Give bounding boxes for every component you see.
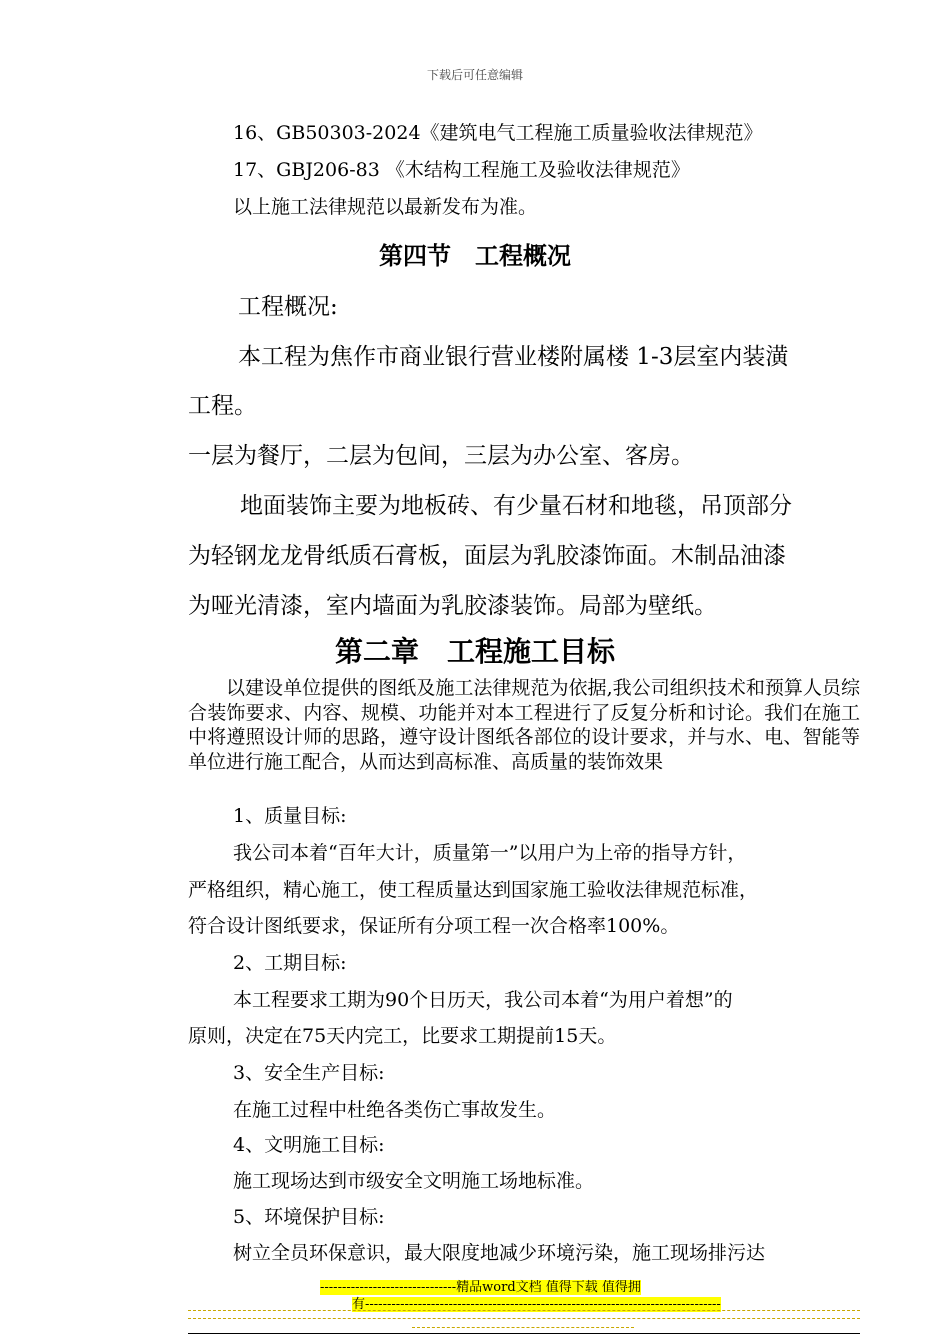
- overview-p3-line2: 为轻钢龙龙骨纸质石膏板，面层为乳胶漆饰面。木制品油漆: [188, 543, 786, 569]
- chapter-title: 第二章 工程施工目标: [334, 635, 615, 668]
- goal-quality-line1: 我公司本着“百年大计，质量第一”以用户为上帝的指导方针，: [233, 842, 747, 864]
- standards-note: 以上施工法律规范以最新发布为准。: [233, 196, 538, 218]
- goal-environment-text: 树立全员环保意识，最大限度地减少环境污染，施工现场排污达: [233, 1242, 766, 1264]
- goal-schedule-title: 2、工期目标:: [233, 952, 347, 974]
- footer-dash-row-3: [412, 1327, 634, 1328]
- header-note: 下载后可任意编辑: [426, 68, 523, 82]
- goal-safety-title: 3、安全生产目标:: [233, 1062, 385, 1084]
- overview-p3-line3: 为哑光清漆，室内墙面为乳胶漆装饰。局部为壁纸。: [188, 593, 717, 619]
- goal-quality-line2: 严格组织，精心施工，使工程质量达到国家施工验收法律规范标准，: [188, 879, 759, 901]
- section-title: 第四节 工程概况: [379, 242, 571, 270]
- overview-p1-line2: 工程。: [188, 393, 257, 419]
- goal-quality-line3: 符合设计图纸要求，保证所有分项工程一次合格率100%。: [188, 915, 680, 937]
- section-subtitle: 工程概况:: [238, 294, 338, 320]
- footer-dash-row-1: [188, 1310, 860, 1311]
- footer-watermark-line2-text: 有---------------------------------------------------------------------------------: [352, 1297, 721, 1312]
- goal-safety-text: 在施工过程中杜绝各类伤亡事故发生。: [233, 1099, 557, 1121]
- goal-civilized-text: 施工现场达到市级安全文明施工场地标准。: [233, 1170, 595, 1192]
- goal-schedule-line2: 原则，决定在75天内完工，比要求工期提前15天。: [188, 1025, 617, 1047]
- footer-watermark-line1-text: -------------------------------精品word文档 值得下载 值得拥: [320, 1280, 641, 1295]
- chapter-intro-text: 以建设单位提供的图纸及施工法律规范为依据,我公司组织技术和预算人员综合装饰要求、内容、规模、功能并对本工程进行了反复分析和讨论。我们在施工中将遵照设计师的思路，遵守设计图纸各部位的设计要求，并与水、电、智能等单位进行施工配合，从而达到高标准、高质量的装饰效果: [188, 677, 860, 773]
- goal-schedule-line1: 本工程要求工期为90个日历天，我公司本着“为用户着想”的: [233, 989, 733, 1011]
- chapter-intro: [188, 676, 860, 774]
- goal-environment-title: 5、环境保护目标:: [233, 1206, 385, 1228]
- goal-quality-title: 1、质量目标:: [233, 805, 347, 827]
- footer-dash-row-2: [188, 1318, 860, 1319]
- overview-p2: 一层为餐厅，二层为包间，三层为办公室、客房。: [188, 443, 694, 469]
- bottom-rule: [188, 1333, 860, 1334]
- overview-p1-line1: 本工程为焦作市商业银行营业楼附属楼 1-3层室内装潢: [238, 344, 789, 370]
- standard-17: 17、GBJ206-83 《木结构工程施工及验收法律规范》: [233, 159, 690, 181]
- overview-p3-line1: 地面装饰主要为地板砖、有少量石材和地毯，吊顶部分: [240, 493, 792, 519]
- goal-civilized-title: 4、文明施工目标:: [233, 1134, 385, 1156]
- standard-16: 16、GB50303-2024《建筑电气工程施工质量验收法律规范》: [233, 122, 763, 144]
